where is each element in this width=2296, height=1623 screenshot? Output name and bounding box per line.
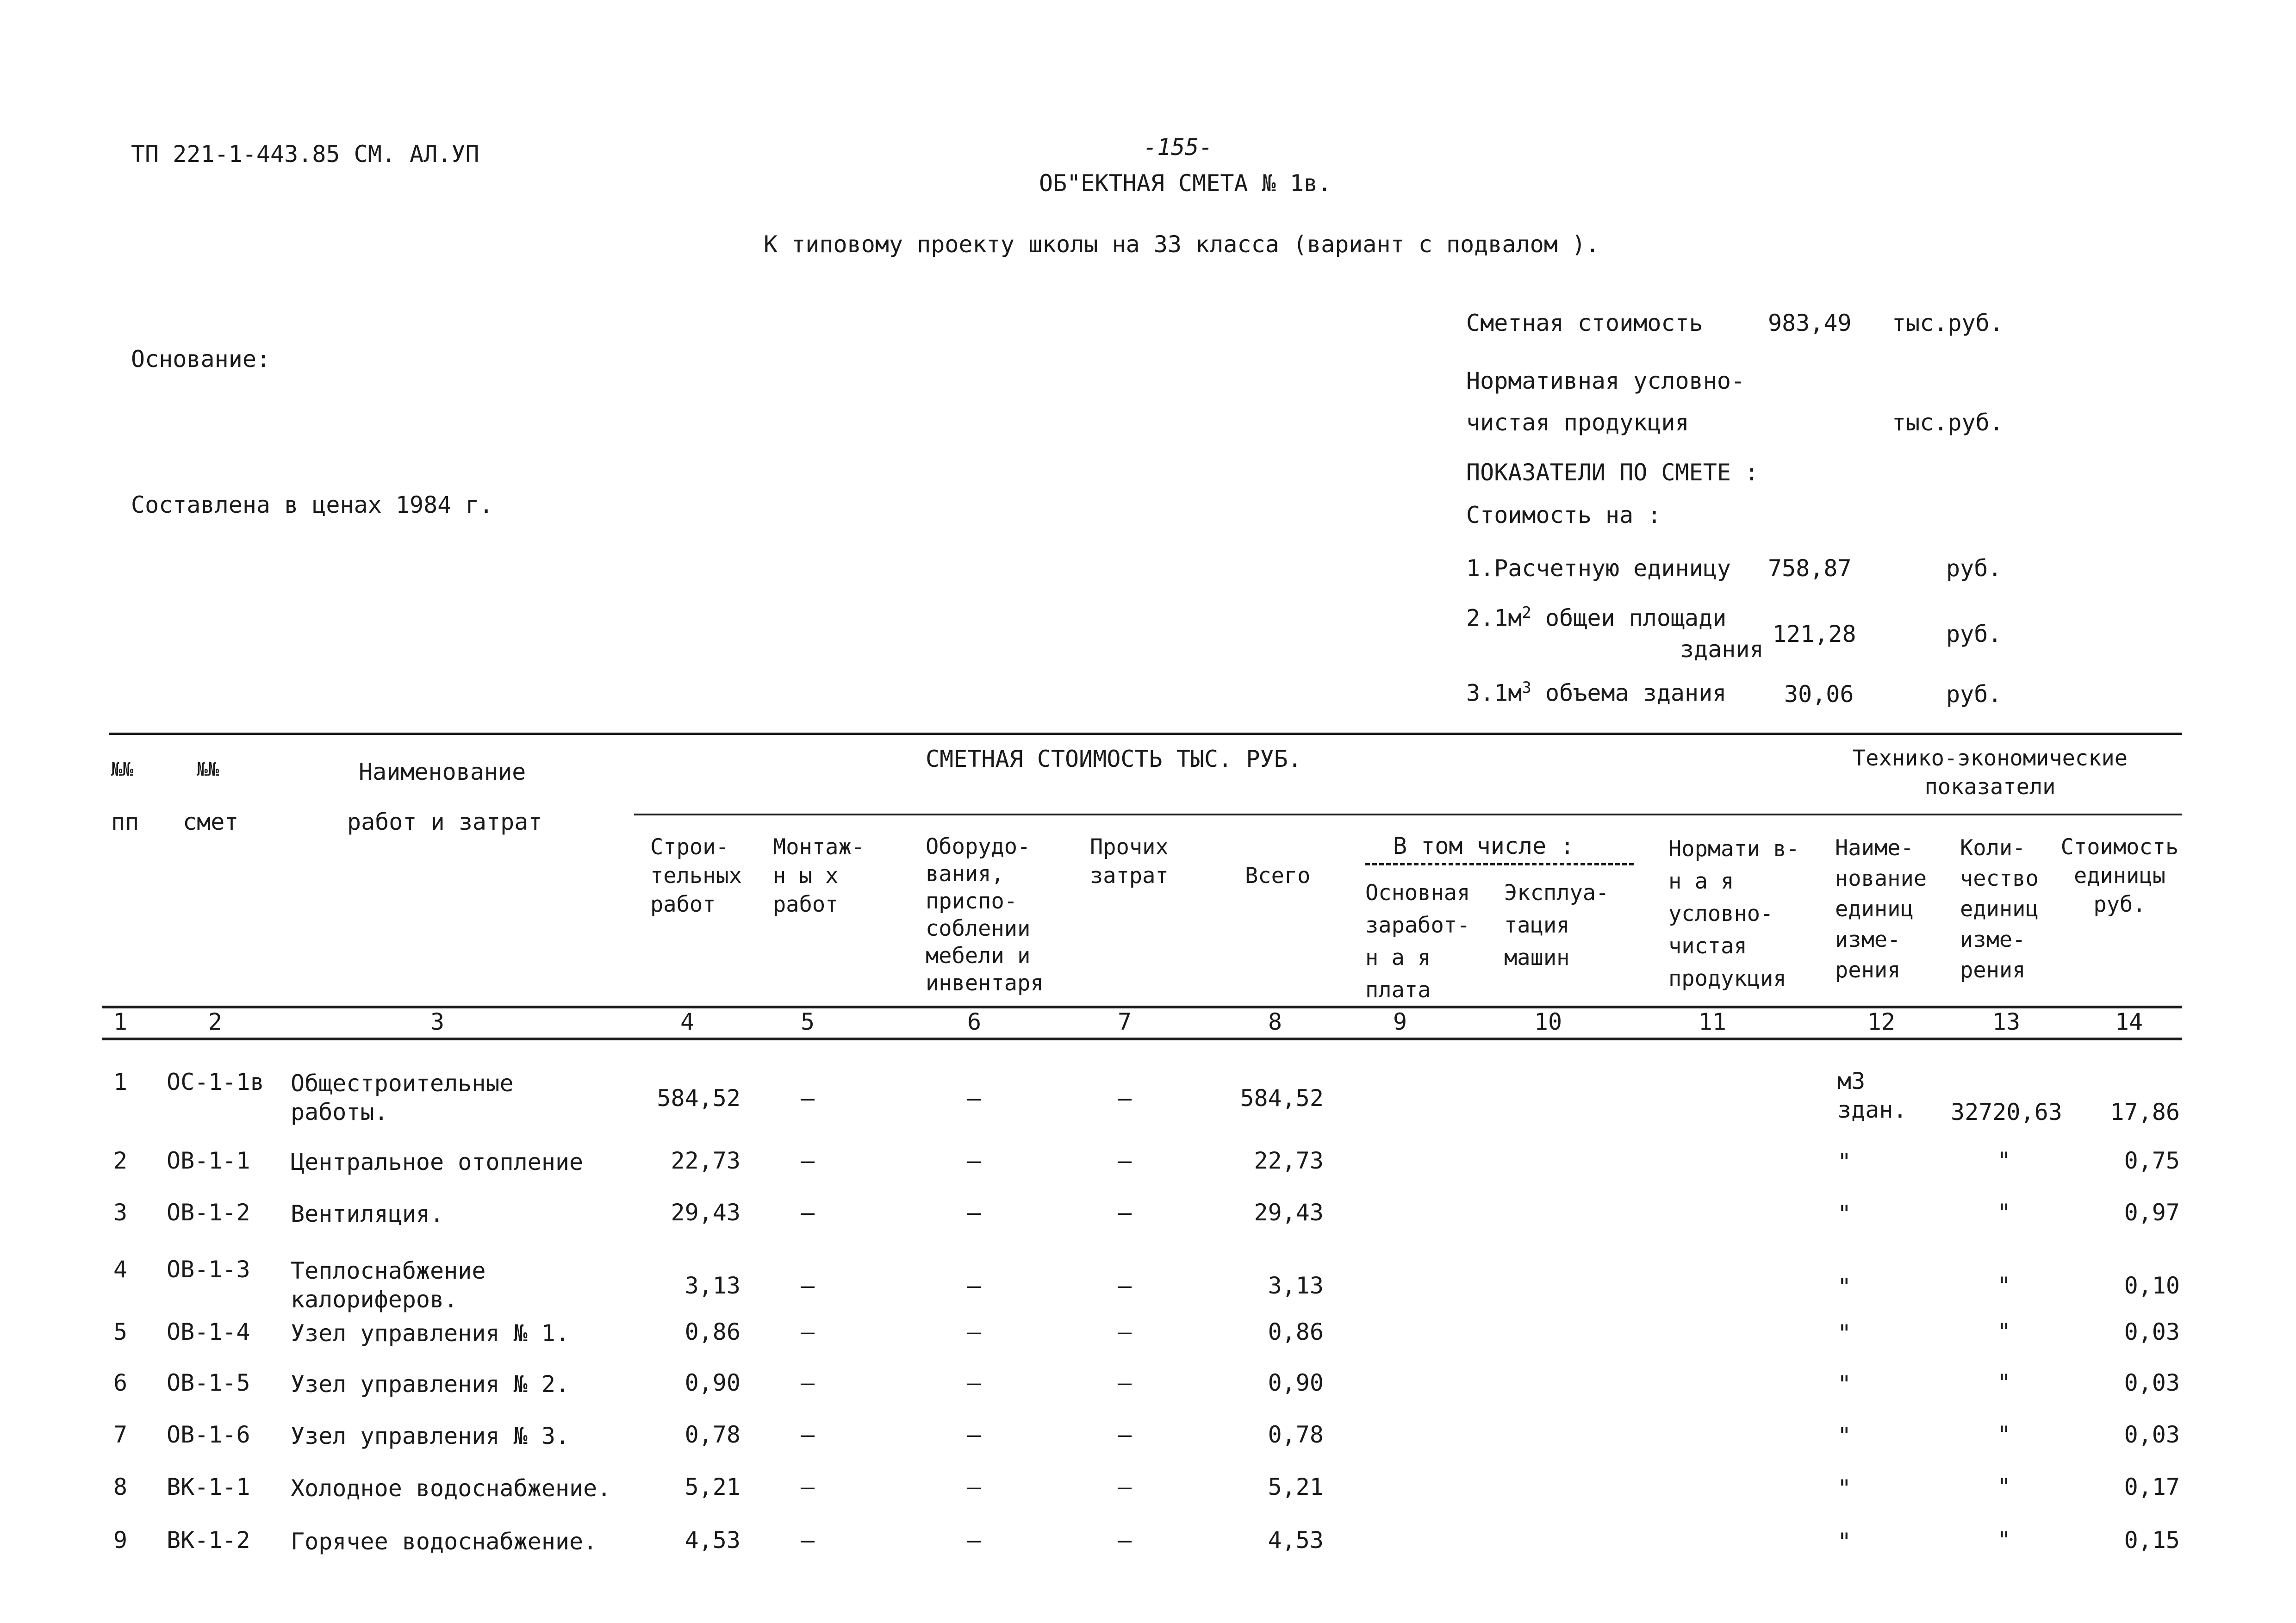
col-number: 13	[1992, 1008, 2021, 1035]
estimate-code: ОВ-1-2	[167, 1199, 250, 1226]
unit-quantity: "	[1997, 1272, 2011, 1299]
unit-name: "	[1837, 1528, 1852, 1555]
unit-quantity: "	[1997, 1147, 2011, 1174]
header-pp-num: №№	[111, 759, 134, 780]
header-col14: Стоимость единицы руб.	[2060, 834, 2179, 917]
row-number: 1	[113, 1069, 128, 1095]
total-cost: 5,21	[1268, 1474, 1324, 1500]
construction-cost: 3,13	[684, 1272, 740, 1299]
total-cost: 29,43	[1254, 1199, 1324, 1226]
basis-label: Основание:	[131, 346, 271, 373]
col-number: 10	[1534, 1008, 1562, 1035]
unit-cost: 0,97	[2124, 1199, 2180, 1226]
col-number: 3	[430, 1008, 445, 1035]
construction-cost: 0,86	[684, 1318, 740, 1345]
equipment-cost: –	[967, 1147, 982, 1174]
work-name: Теплоснабжение калориферов.	[291, 1257, 486, 1313]
unit-cost: 0,15	[2124, 1527, 2180, 1554]
header-col5: Монтаж- н ы х работ	[773, 834, 865, 917]
cost-per-label: Стоимость на :	[1466, 502, 1661, 529]
colnum-bottom-rule	[102, 1038, 2182, 1040]
indicator-3-value: 30,06	[1784, 681, 1854, 708]
header-name-1: Наименование	[359, 759, 526, 785]
indicator-2-value: 121,28	[1773, 621, 1856, 647]
header-col4: Строи- тельных работ	[650, 834, 742, 917]
other-cost: –	[1117, 1527, 1132, 1554]
installation-cost: –	[800, 1474, 815, 1500]
equipment-cost: –	[967, 1474, 982, 1500]
unit-cost: 0,03	[2124, 1369, 2180, 1396]
estimate-code: ОВ-1-6	[167, 1421, 250, 1448]
col-number: 14	[2115, 1008, 2143, 1035]
work-name: Вентиляция.	[291, 1200, 444, 1227]
col-number: 11	[1698, 1008, 1727, 1035]
estimate-code: ОВ-1-3	[167, 1256, 250, 1283]
unit-name: "	[1837, 1371, 1852, 1398]
header-smet: смет	[183, 808, 239, 835]
col-number: 12	[1867, 1008, 1896, 1035]
unit-quantity: "	[1997, 1369, 2011, 1396]
document-code: ТП 221-1-443.85 СМ. АЛ.УП	[131, 141, 479, 168]
unit-name: "	[1837, 1274, 1852, 1300]
construction-cost: 584,52	[657, 1085, 740, 1112]
header-name-2: работ и затрат	[347, 808, 542, 835]
normative-label-line2: чистая продукция	[1466, 409, 1689, 436]
installation-cost: –	[800, 1147, 815, 1174]
construction-cost: 0,78	[684, 1421, 740, 1448]
unit-name: "	[1837, 1475, 1852, 1502]
row-number: 9	[113, 1527, 128, 1554]
row-number: 8	[113, 1474, 128, 1500]
row-number: 6	[113, 1369, 128, 1396]
unit-name: "	[1837, 1320, 1852, 1347]
unit-cost: 0,10	[2124, 1272, 2180, 1299]
col-number: 1	[113, 1008, 128, 1035]
unit-quantity: "	[1997, 1474, 2011, 1500]
header-col11: Нормати в- н а я условно- чистая продукция	[1668, 836, 1799, 991]
installation-cost: –	[800, 1527, 815, 1554]
unit-quantity: "	[1997, 1199, 2011, 1226]
work-name: Центральное отопление	[291, 1149, 584, 1175]
row-number: 7	[113, 1421, 128, 1448]
col-number: 2	[208, 1008, 223, 1035]
estimated-cost-unit: тыс.руб.	[1892, 310, 2004, 336]
indicator-1-unit: руб.	[1946, 555, 2002, 582]
total-cost: 584,52	[1240, 1085, 1324, 1112]
indicator-2-label: $2.1м^2$ общеи площади	[1466, 603, 1727, 632]
unit-cost: 0,17	[2124, 1474, 2180, 1500]
installation-cost: –	[800, 1318, 815, 1345]
total-cost: 4,53	[1268, 1527, 1324, 1554]
equipment-cost: –	[967, 1421, 982, 1448]
header-col13: Коли- чество единиц изме- рения	[1960, 835, 2039, 983]
document-subtitle: К типовому проекту школы на 33 класса (вариант с подвалом ).	[764, 231, 1600, 258]
header-pp: пп	[111, 808, 139, 835]
installation-cost: –	[800, 1199, 815, 1226]
col-number: 5	[800, 1008, 815, 1035]
work-name: Общестроительные работы.	[291, 1070, 514, 1126]
other-cost: –	[1117, 1199, 1132, 1226]
indicator-3-label: $3.1м^3$ объема здания	[1466, 678, 1727, 707]
normative-unit: тыс.руб.	[1892, 409, 2004, 436]
estimate-code: ВК-1-1	[167, 1474, 250, 1500]
other-cost: –	[1117, 1085, 1132, 1112]
construction-cost: 0,90	[684, 1369, 740, 1396]
unit-name: "	[1837, 1149, 1852, 1175]
installation-cost: –	[800, 1369, 815, 1396]
work-name: Узел управления № 2.	[291, 1371, 570, 1398]
other-cost: –	[1117, 1421, 1132, 1448]
equipment-cost: –	[967, 1199, 982, 1226]
work-name: Узел управления № 1.	[291, 1320, 570, 1347]
col-number: 7	[1117, 1008, 1132, 1035]
indicator-1-value: 758,87	[1768, 555, 1852, 582]
header-col8: Всего	[1245, 863, 1311, 889]
estimated-cost-value: 983,49	[1768, 310, 1852, 336]
installation-cost: –	[800, 1085, 815, 1112]
row-number: 3	[113, 1199, 128, 1226]
prices-label: Составлена в ценах 1984 г.	[131, 491, 493, 518]
header-tech-group: Технико-экономические показатели	[1852, 746, 2128, 800]
unit-quantity: "	[1997, 1527, 2011, 1554]
total-cost: 0,78	[1268, 1421, 1324, 1448]
header-col12: Наиме- нование единиц изме- рения	[1835, 835, 1927, 983]
unit-cost: 0,03	[2124, 1318, 2180, 1345]
work-name: Холодное водоснабжение.	[291, 1475, 611, 1502]
col-number: 4	[680, 1008, 695, 1035]
equipment-cost: –	[967, 1369, 982, 1396]
equipment-cost: –	[967, 1272, 982, 1299]
row-number: 4	[113, 1256, 128, 1283]
row-number: 2	[113, 1147, 128, 1174]
equipment-cost: –	[967, 1085, 982, 1112]
total-cost: 0,90	[1268, 1369, 1324, 1396]
page-number: -155-	[1143, 134, 1213, 161]
header-col9: Основная заработ- н а я плата	[1365, 880, 1470, 1003]
work-name: Узел управления № 3.	[291, 1423, 570, 1449]
estimate-code: ОВ-1-4	[167, 1318, 250, 1345]
unit-quantity: "	[1997, 1421, 2011, 1448]
construction-cost: 22,73	[671, 1147, 740, 1174]
equipment-cost: –	[967, 1318, 982, 1345]
work-name: Горячее водоснабжение.	[291, 1528, 597, 1555]
header-col10: Эксплуа- тация машин	[1504, 880, 1609, 970]
estimate-code: ОВ-1-1	[167, 1147, 250, 1174]
equipment-cost: –	[967, 1527, 982, 1554]
other-cost: –	[1117, 1318, 1132, 1345]
estimated-cost-label: Сметная стоимость	[1466, 310, 1703, 336]
col-number: 6	[967, 1008, 982, 1035]
table-group-rule	[634, 814, 2182, 815]
indicators-heading: ПОКАЗАТЕЛИ ПО СМЕТЕ :	[1466, 459, 1759, 486]
indicator-3-unit: руб.	[1946, 681, 2002, 708]
total-cost: 0,86	[1268, 1318, 1324, 1345]
header-incl: В том числе :	[1393, 833, 1574, 859]
total-cost: 3,13	[1268, 1272, 1324, 1299]
unit-name: "	[1837, 1200, 1852, 1227]
total-cost: 22,73	[1254, 1147, 1324, 1174]
indicator-2-label-cont: здания	[1680, 636, 1764, 663]
other-cost: –	[1117, 1474, 1132, 1500]
estimate-code: ОВ-1-5	[167, 1369, 250, 1396]
incl-dashed-rule	[1365, 863, 1634, 865]
other-cost: –	[1117, 1272, 1132, 1299]
unit-cost: 0,75	[2124, 1147, 2180, 1174]
col-number: 9	[1393, 1008, 1407, 1035]
other-cost: –	[1117, 1147, 1132, 1174]
header-cost-group: СМЕТНАЯ СТОИМОСТЬ ТЫС. РУБ.	[926, 746, 1302, 772]
header-col7: Прочих затрат	[1090, 834, 1169, 889]
unit-quantity: "	[1997, 1318, 2011, 1345]
unit-cost: 17,86	[2110, 1099, 2180, 1126]
unit-name: "	[1837, 1423, 1852, 1449]
indicator-2-unit: руб.	[1946, 621, 2002, 647]
normative-label-line1: Нормативная условно-	[1466, 367, 1745, 394]
construction-cost: 29,43	[671, 1199, 740, 1226]
header-col6: Оборудо- вания, приспо- соблении мебели и инвентаря	[926, 834, 1044, 996]
unit-cost: 0,03	[2124, 1421, 2180, 1448]
installation-cost: –	[800, 1421, 815, 1448]
estimate-code: ОС-1-1в	[167, 1069, 264, 1095]
document-title: ОБ"ЕКТНАЯ СМЕТА № 1в.	[1039, 170, 1332, 197]
row-number: 5	[113, 1318, 128, 1345]
unit-name: м3 здан.	[1837, 1068, 1907, 1123]
construction-cost: 4,53	[684, 1527, 740, 1554]
installation-cost: –	[800, 1272, 815, 1299]
table-top-rule	[109, 733, 2182, 735]
unit-quantity: 32720,63	[1951, 1099, 2062, 1126]
col-number: 8	[1268, 1008, 1282, 1035]
other-cost: –	[1117, 1369, 1132, 1396]
construction-cost: 5,21	[684, 1474, 740, 1500]
estimate-code: ВК-1-2	[167, 1527, 250, 1554]
header-smet-num: №№	[197, 759, 219, 780]
indicator-1-label: 1.Расчетную единицу	[1466, 555, 1731, 582]
